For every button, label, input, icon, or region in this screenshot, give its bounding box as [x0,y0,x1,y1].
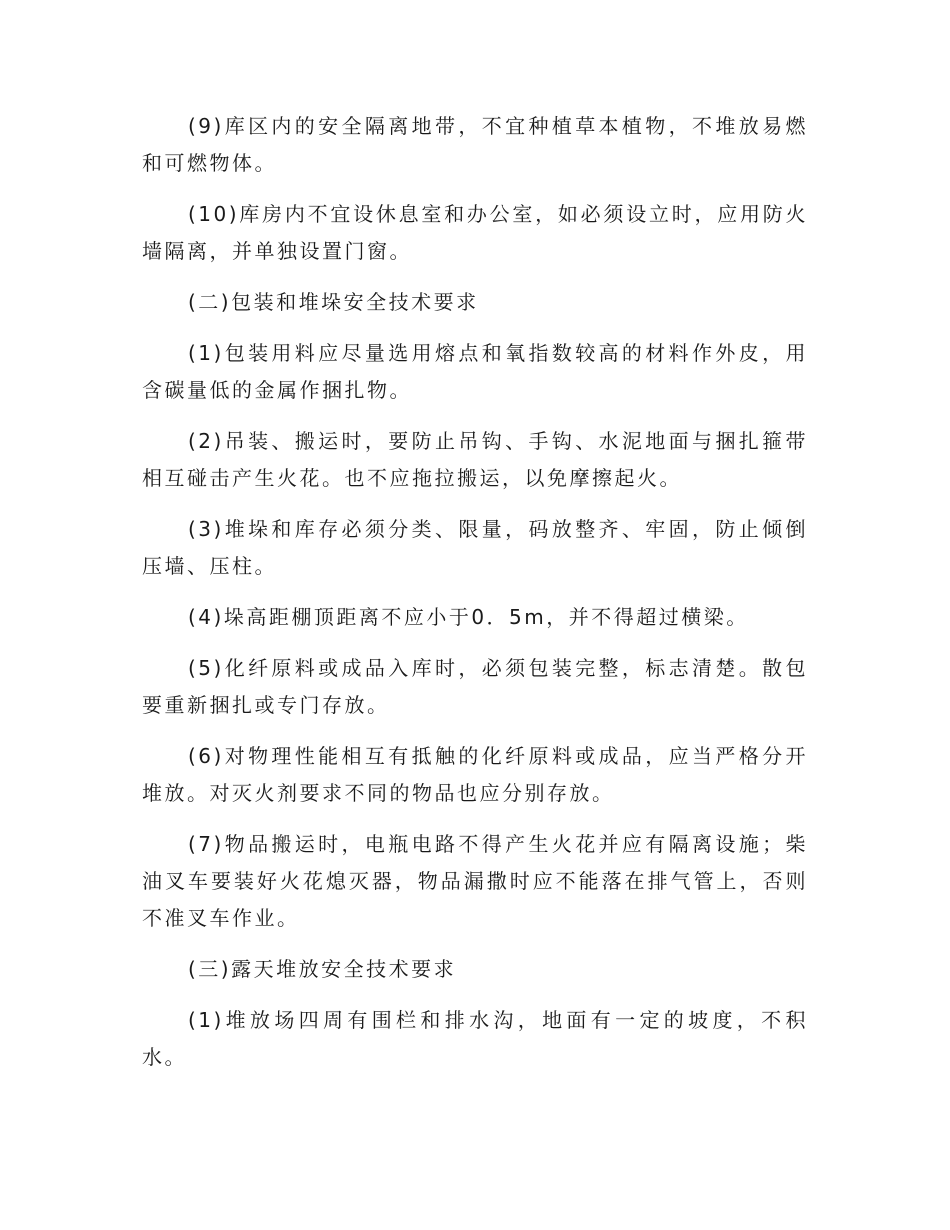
paragraph-item-7-forklift-safety: (7)物品搬运时，电瓶电路不得产生火花并应有隔离设施；柴油叉车要装好火花熄灭器，物品漏撒时应不能落在排气管上，否则不准叉车作业。 [142,832,808,930]
paragraph-item-4-stack-height: (4)垛高距棚顶距离不应小于0．5m，并不得超过横梁。 [188,605,749,629]
paragraph-item-2-lifting-transport: (2)吊装、搬运时，要防止吊钩、手钩、水泥地面与捆扎箍带相互碰击产生火花。也不应拖拉搬运，以免摩擦起火。 [142,429,808,490]
paragraph-item-1-packaging-material: (1)包装用料应尽量选用熔点和氧指数较高的材料作外皮，用含碳量低的金属作捆扎物。 [142,341,808,402]
paragraph-item-5-warehousing-packaging: (5)化纤原料或成品入库时，必须包装完整，标志清楚。散包要重新捆扎或专门存放。 [142,656,808,717]
paragraph-item-10-no-office: (10)库房内不宜设休息室和办公室，如必须设立时，应用防火墙隔离，并单独设置门窗。 [142,202,808,263]
document-body [142,108,808,1090]
paragraph-item-1-storage-yard: (1)堆放场四周有围栏和排水沟，地面有一定的坡度，不积水。 [142,1008,808,1069]
section-heading-outdoor-storage: (三)露天堆放安全技术要求 [188,957,457,981]
paragraph-item-9-isolation-zone: (9)库区内的安全隔离地带，不宜种植草本植物，不堆放易燃和可燃物体。 [142,114,808,175]
paragraph-item-6-separate-storage: (6)对物理性能相互有抵触的化纤原料或成品，应当严格分开堆放。对灭火剂要求不同的物品也应分别存放。 [142,744,808,805]
paragraph-item-3-stacking-classification: (3)堆垛和库存必须分类、限量，码放整齐、牢固，防止倾倒压墙、压柱。 [142,517,808,578]
section-heading-packaging-stacking: (二)包装和堆垛安全技术要求 [188,290,479,314]
